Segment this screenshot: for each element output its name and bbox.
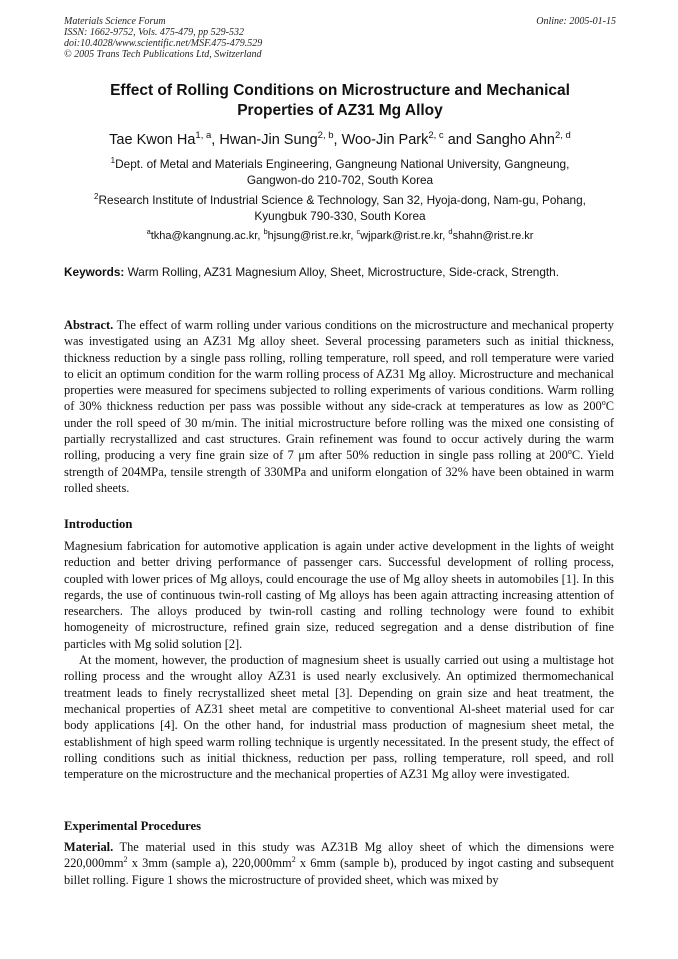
title-line-1: Effect of Rolling Conditions on Microstructure and Mechanical — [110, 82, 570, 99]
introduction-section — [64, 538, 614, 782]
email-mark: b — [263, 227, 268, 236]
online-date: Online: 2005-01-15 — [536, 16, 616, 27]
affiliation-line: Kyungbuk 790-330, South Korea — [254, 209, 426, 223]
abstract-label: Abstract. — [64, 318, 114, 332]
author-separator: and — [443, 132, 476, 148]
author-affiliation-mark: 2, b — [317, 130, 334, 141]
affiliation-number: 1 — [110, 156, 116, 165]
section-heading-introduction: Introduction — [64, 517, 133, 531]
affiliation-1 — [64, 156, 616, 188]
keywords-text: Warm Rolling, AZ31 Magnesium Alloy, Sheet, Microstructure, Side-crack, Strength. — [127, 265, 559, 279]
material-label: Material. — [64, 840, 114, 854]
affiliation-line: Dept. of Metal and Materials Engineering, Gangneung National University, Gangneung, — [115, 157, 570, 171]
email-mark: d — [448, 227, 453, 236]
author-separator: , — [333, 132, 342, 148]
introduction-paragraph: At the moment, however, the production of magnesium sheet is usually carried out using a multistage hot rolling process and the wrought alloy AZ31 is used nearly exclusively. An optimized thermomechanical treatment leads to finely recrystallized sheet metal [3]. Depending on grain size and heat treatment, the mechanical properties of AZ31 sheet metal are competitive to conventional Al-sheet material used for car body applications [4]. On the other hand, for industrial mass production of magnesium sheet metal, the establishment of high speed warm rolling technique is urgently necessitated. In the present study, the effect of rolling conditions such as initial thickness, reduction per pass, rolling temperature, roll speed, and roll temperature on the microstructure and the mechanical properties of AZ31 Mg alloy were investigated. — [64, 653, 614, 782]
author-name: Tae Kwon Ha — [109, 132, 196, 148]
journal-name: Materials Science Forum — [64, 16, 166, 27]
copyright-line: © 2005 Trans Tech Publications Ltd, Switzerland — [64, 49, 262, 60]
experimental-section — [64, 839, 614, 888]
abstract-text: C under the roll speed of 30 m/min. The initial microstructure before rolling was the mixed one consisting of partially recrystallized and cast structures. Grain refinement was found to occur actively during the warm rolling, producing a very fine grain size of 7 μm after 50% reduction in single pass rolling at 200 — [64, 399, 614, 463]
email-address[interactable]: shahn@rist.re.kr — [452, 230, 534, 242]
superscript: 2 — [291, 855, 296, 865]
degree-mark: o — [567, 447, 572, 457]
author-affiliation-mark: 2, c — [428, 130, 444, 141]
experimental-text: x 6mm (sample b), produced by ingot casting and subsequent billet rolling. Figure 1 shows the microstructure of provided sheet, which was mixed by — [64, 856, 614, 887]
email-address[interactable]: wjpark@rist.re.kr — [360, 230, 443, 242]
affiliation-2 — [64, 192, 616, 224]
author-name: Woo-Jin Park — [341, 132, 429, 148]
doi-line: doi:10.4028/www.scientific.net/MSF.475-479.529 — [64, 38, 263, 49]
author-name: Sangho Ahn — [475, 132, 555, 148]
journal-header — [64, 16, 616, 60]
author-affiliation-mark: 1, a — [195, 130, 212, 141]
abstract-text: C. Yield strength of 204MPa, tensile strength of 330MPa and uniform elongation of 32% have been obtained in warm rolled sheets. — [64, 448, 615, 495]
experimental-text: The material used in this study was AZ31B Mg alloy sheet of which the dimensions were 220,000mm — [64, 840, 615, 871]
author-affiliation-mark: 2, d — [554, 130, 571, 141]
abstract-section — [64, 317, 614, 496]
paper-title — [64, 81, 616, 121]
section-heading-experimental: Experimental Procedures — [64, 819, 201, 833]
email-list: $^a$tkha@kangnung.ac.kr, $^b$hjsung@rist.re.kr, $^c$wjpark@rist.re.kr, $^d$shahn@rist.re.kr — [146, 227, 534, 242]
issn-line: ISSN: 1662-9752, Vols. 475-479, pp 529-532 — [64, 27, 244, 38]
keywords-label: Keywords: — [64, 265, 125, 279]
affiliation-line: Gangwon-do 210-702, South Korea — [246, 173, 434, 187]
abstract-text: The effect of warm rolling under various conditions on the microstructure and mechanical property was investigated using an AZ31 Mg alloy sheet. Several processing parameters such as initial thickness, thickness reduction by a single pass rolling, rolling temperature, roll speed, and roll temperature were varied to elicit an optimum condition for the warm rolling process of AZ31 Mg alloy. Microstructure and mechanical properties were measured for specimens subjected to rolling experiments of various conditions. Warm rolling of 30% thickness reduction per pass was possible without any side-crack at temperatures as low as 200 — [64, 318, 614, 414]
email-address[interactable]: tkha@kangnung.ac.kr — [150, 230, 258, 242]
affiliation-number: 2 — [94, 192, 99, 201]
email-address[interactable]: hjsung@rist.re.kr — [267, 230, 351, 242]
degree-mark: o — [601, 398, 606, 408]
experimental-text: x 3mm (sample a), 220,000mm — [127, 856, 292, 871]
author-separator: , — [211, 132, 220, 148]
keywords — [64, 265, 624, 280]
email-mark: a — [146, 227, 151, 236]
title-line-2: Properties of AZ31 Mg Alloy — [237, 102, 443, 119]
introduction-paragraph: Magnesium fabrication for automotive application is again under active development in the lights of weight reduction and better driving performance of passenger cars. Successful development of rolling process, coupled with lower prices of Mg alloys, could encourage the use of Mg alloy sheets in automobiles [1]. In this regards, the use of continuous twin-roll casting of Mg alloys has been again attracting increasing attention of researchers. The alloys produced by twin-roll casting and rolling technology were found to exhibit homogeneity of microstructure, refined grain size, reduced segregation and a dense distribution of fine particles with Mg solid solution [2]. — [64, 539, 614, 651]
affiliation-line: Research Institute of Industrial Science & Technology, San 32, Hyoja-dong, Nam-gu, Pohang, — [98, 193, 586, 207]
author-name: Hwan-Jin Sung — [219, 132, 318, 148]
superscript: 2 — [123, 855, 128, 865]
author-list — [40, 131, 640, 149]
email-mark: c — [356, 227, 361, 236]
